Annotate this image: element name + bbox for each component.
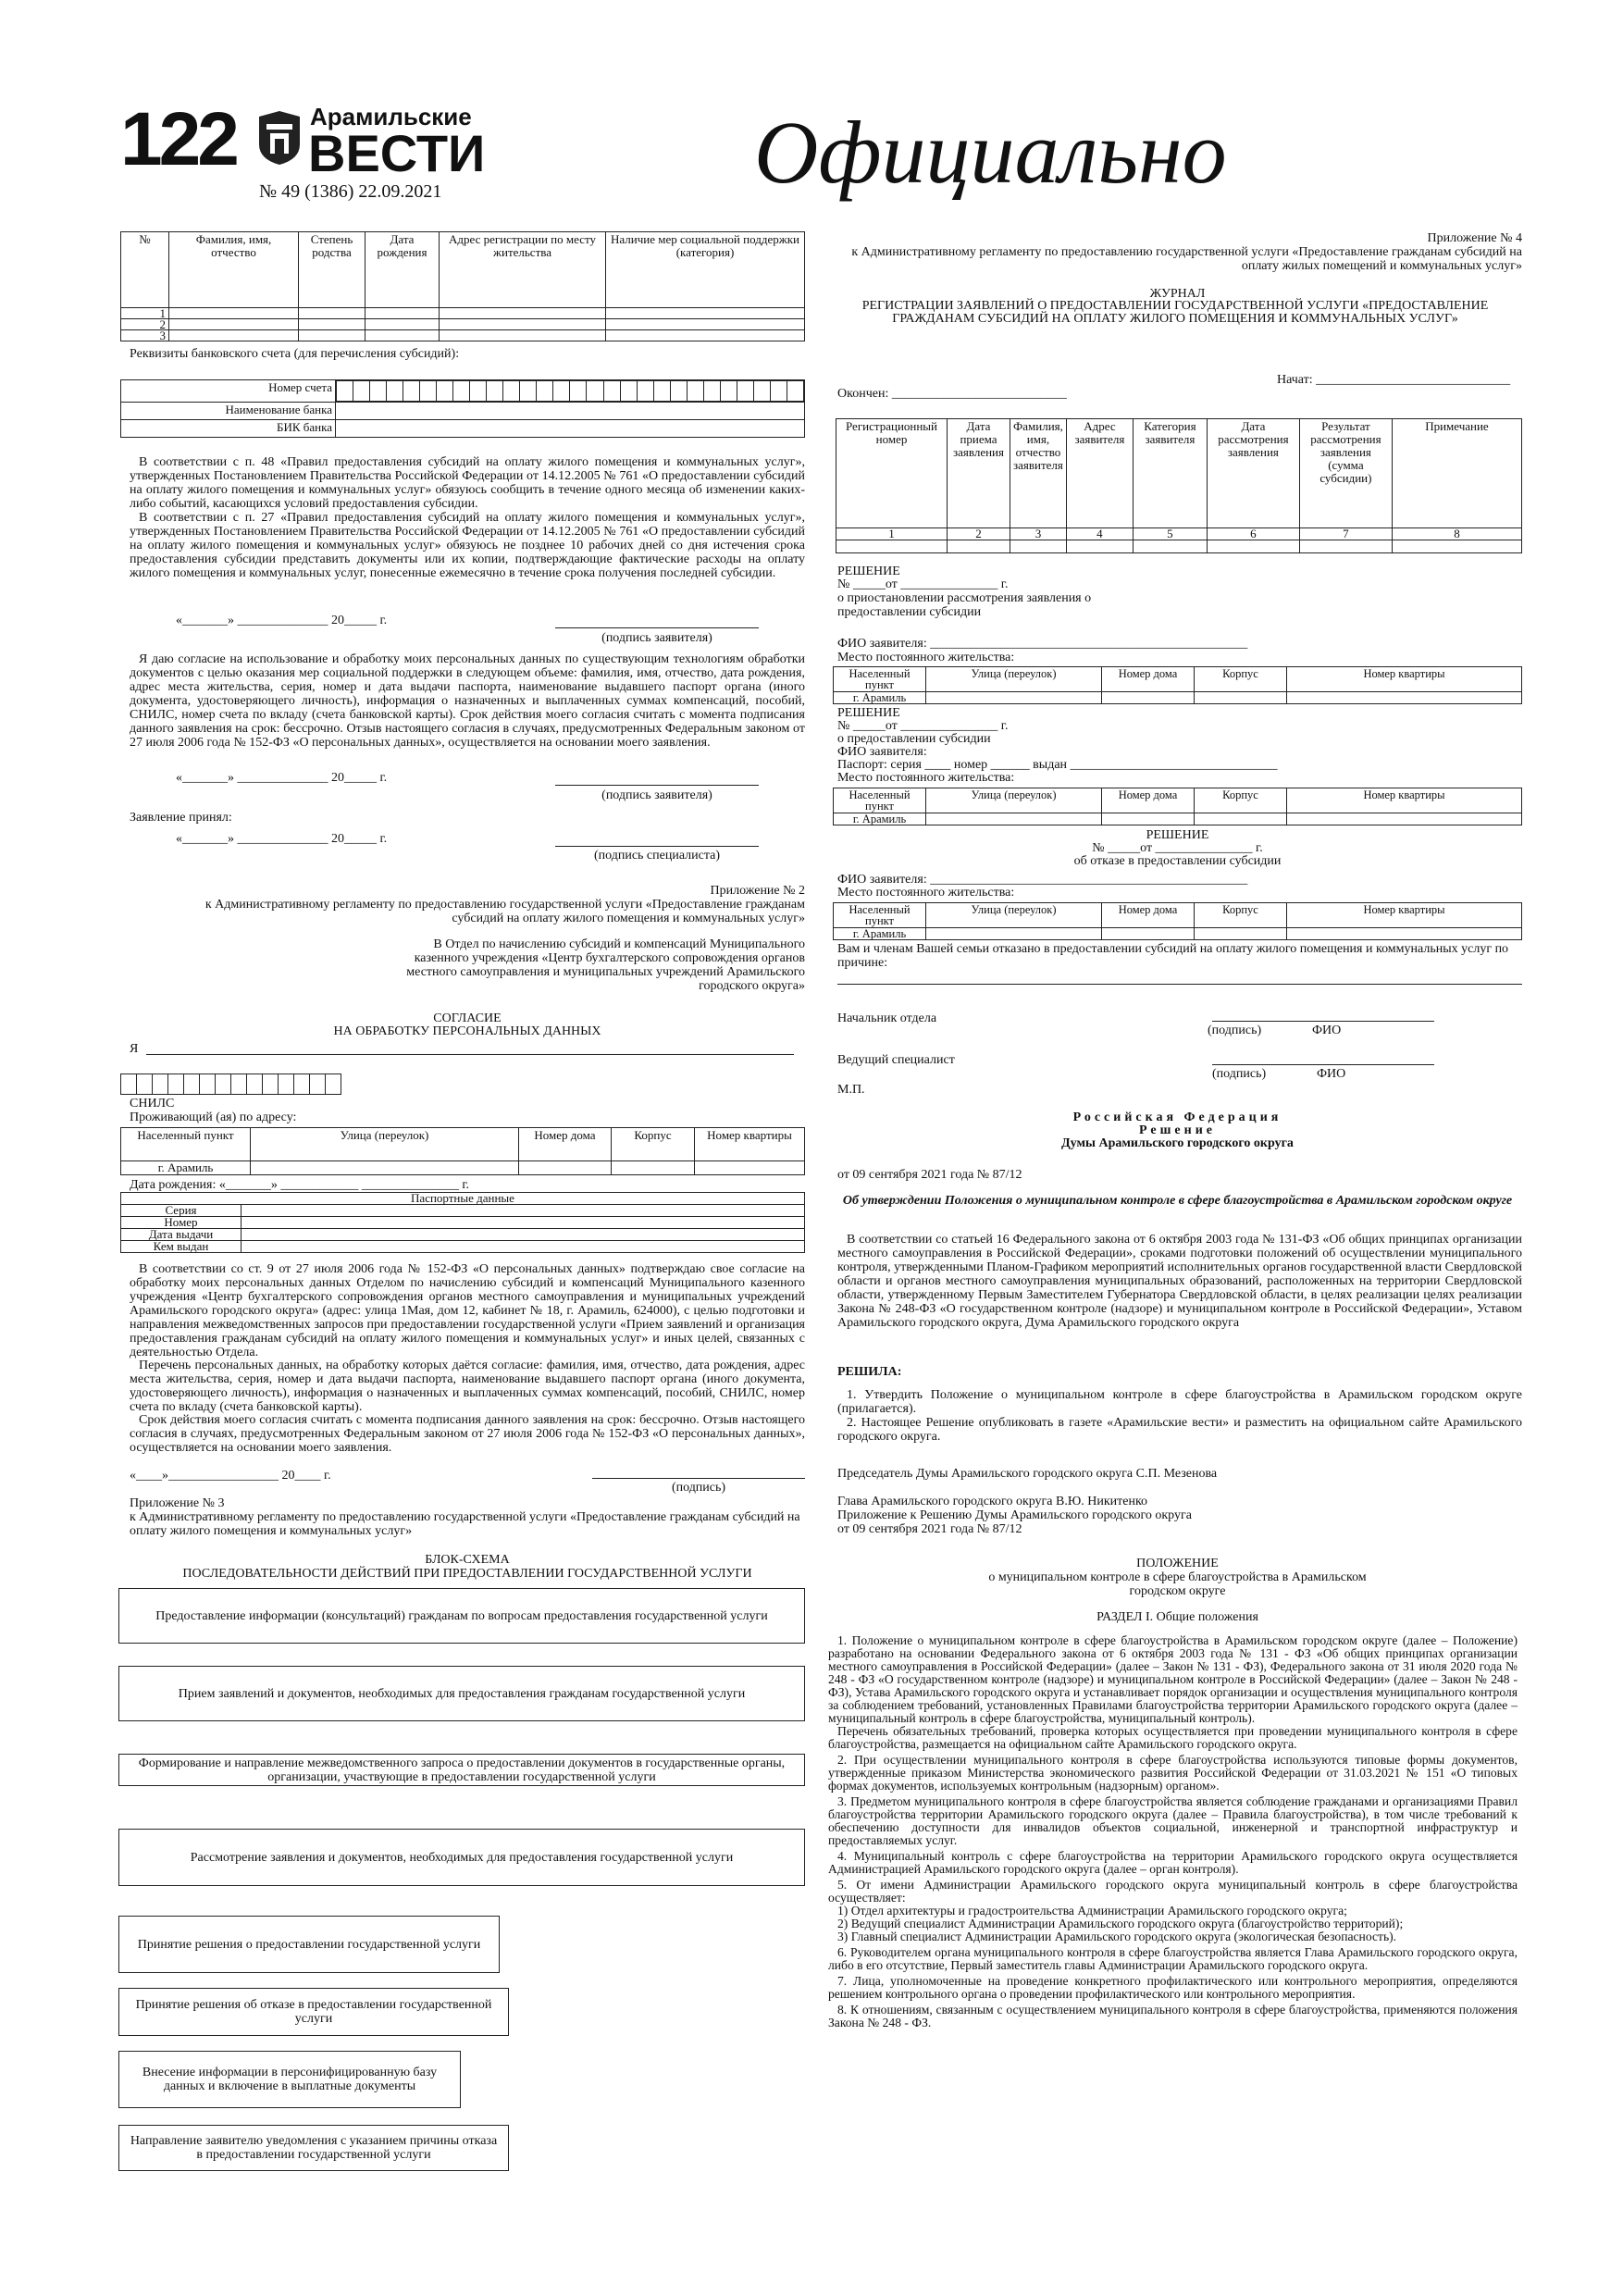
resolution-item: 2. Настоящее Решение опубликовать в газете «Арамильские вести» и разместить на официальном сайте Арамильского городского округа. bbox=[837, 1416, 1526, 1444]
table-header: Номер квартиры bbox=[1287, 667, 1522, 692]
table-header: Улица (переулок) bbox=[926, 903, 1102, 928]
table-header: Регистрационный номер bbox=[836, 419, 948, 528]
table-row bbox=[834, 788, 1522, 813]
table-cell: Серия bbox=[121, 1205, 242, 1217]
table-header: Номер квартиры bbox=[1287, 788, 1522, 813]
table-header: Адрес заявителя bbox=[1066, 419, 1133, 528]
table-cell: Наименование банка bbox=[121, 403, 336, 420]
table-cell: г. Арамиль bbox=[834, 928, 926, 940]
accepted-label: Заявление принял: bbox=[130, 811, 232, 825]
address-table bbox=[833, 902, 1522, 940]
table-cell: 1 bbox=[121, 308, 169, 319]
journal-started: Начат: ______________________________ bbox=[1277, 373, 1511, 387]
passport-table bbox=[120, 1192, 805, 1253]
signature-caption: (подпись) bbox=[1208, 1024, 1262, 1037]
address-table bbox=[120, 1127, 805, 1175]
residence-label: Место постоянного жительства: bbox=[837, 651, 1015, 664]
table-header: Населенный пункт bbox=[121, 1128, 251, 1161]
decision-number: № _____от _______________ г. bbox=[837, 577, 1009, 591]
table-header: Примечание bbox=[1392, 419, 1521, 528]
table-row bbox=[121, 380, 805, 403]
reason-line bbox=[837, 984, 1522, 985]
flow-box-2: Прием заявлений и документов, необходимых для предоставления гражданам государственной услуги bbox=[118, 1666, 805, 1721]
table-header: Населенный пункт bbox=[834, 903, 926, 928]
resolution-item: 1. Утвердить Положение о муниципальном контроле в сфере благоустройства в Арамильском городском округе (прилагается). bbox=[837, 1388, 1526, 1416]
decision-number: № _____от _______________ г. bbox=[1092, 841, 1263, 855]
applicant-fio: ФИО заявителя: _________________________________________________ bbox=[837, 637, 1248, 651]
signature-caption: (подпись) bbox=[671, 1481, 726, 1495]
regulation-subtitle: о муниципальном контроле в сфере благоустройства в Арамильском городском округе bbox=[988, 1570, 1370, 1598]
bank-table bbox=[120, 379, 805, 438]
date-line: «_______» ______________ 20_____ г. bbox=[176, 832, 388, 846]
brand-bottom: ВЕСТИ bbox=[308, 124, 486, 182]
resolution-label: Решение bbox=[1139, 1123, 1216, 1137]
table-header: Корпус bbox=[1195, 788, 1287, 813]
resolution-country: Российская Федерация bbox=[1072, 1111, 1282, 1124]
appendix-reference: к Административному регламенту по предоставлению государственной услуги «Предоставление гражданам субсидий на оплату жилого помещения и коммунальных услуг» bbox=[204, 898, 809, 925]
regulation-paragraph: 1. Положение о муниципальном контроле в сфере благоустройства в Арамильском городском округе (далее – Положение) разработано на основании Федерального закона от 6 октября 2003 года № 131 - ФЗ «Об общих принципах организации местного самоуправления в Российской Федерации» (далее – Закон № 131 - ФЗ), Федерального закона от 31 июля 2020 года № 248 - ФЗ «О государственном контроле (надзоре) и муниципальном контроле в Российской Федерации» (далее – Закон № 248 - ФЗ), Устава Арамильского городского округа и устанавливает порядок организации и осуществления муниципального контроля за соблюдением требований, установленных Правилами благоустройства территории Арамильского городского округа (далее – муниципальный контроль в сфере благоустройства, муниципальный контроль). bbox=[828, 1633, 1518, 1725]
signature-line bbox=[592, 1478, 805, 1479]
table-header: Населенный пункт bbox=[834, 667, 926, 692]
table-header: Корпус bbox=[612, 1128, 695, 1161]
regulation-body bbox=[828, 1634, 1518, 2029]
regulation-paragraph: 7. Лица, уполномоченные на проведение конкретного профилактического или контрольного мероприятия, определяются решением контрольного органа о проведении профилактического или контрольного мероприятия. bbox=[828, 1974, 1518, 2001]
flow-title: БЛОК-СХЕМА bbox=[425, 1553, 510, 1567]
name-line bbox=[146, 1054, 794, 1055]
flow-box-7: Внесение информации в персонифицированную базу данных и включение в выплатные документы bbox=[118, 2051, 461, 2108]
table-cell: г. Арамиль bbox=[834, 692, 926, 704]
table-row bbox=[121, 1128, 805, 1161]
table-header: Фамилия, имя, отчество bbox=[169, 232, 299, 308]
table-row bbox=[121, 403, 805, 420]
table-cell: 2 bbox=[121, 319, 169, 330]
table-row bbox=[836, 540, 1522, 553]
signature-caption: (подпись заявителя) bbox=[601, 788, 712, 802]
table-cell: 5 bbox=[1133, 528, 1207, 540]
table-cell: Номер bbox=[121, 1217, 242, 1229]
consent-paragraph: Я даю согласие на использование и обработку моих персональных данных по существующим технологиям обработки документов с целью оказания мер социальной поддержки в следующем объеме: фамилия, имя, отчество, дата рождения, адрес места жительства, серия, номер и дата выдачи паспорта, наименование выдавшего паспорт органа (иного документа, удостоверяющего личность), информация о назначенных и выплаченных суммах компенсаций, пособий, СНИЛС, номер счета по вкладу (счета банковской карты). Срок действия моего согласия считать с момента подписания данного заявления на срок: бессрочно. Отзыв настоящего согласия в случаях, предусмотренных Федеральным законом от 27 июля 2006 года № 152-ФЗ «О персональных данных», осуществляется на основании моего заявления. bbox=[130, 652, 809, 750]
table-row bbox=[834, 903, 1522, 928]
signature-slash bbox=[1212, 1052, 1434, 1065]
regulation-paragraph: 4. Муниципальный контроль с сфере благоустройства на территории Арамильского городского округа осуществляется Администрацией Арамильского городского округа (далее – орган контроля). bbox=[828, 1849, 1518, 1876]
residence-label: Место постоянного жительства: bbox=[837, 771, 1015, 785]
table-row bbox=[121, 232, 805, 308]
section-heading: РАЗДЕЛ I. Общие положения bbox=[1096, 1610, 1258, 1624]
signature-caption: (подпись) bbox=[1212, 1067, 1267, 1081]
signer-title: Ведущий специалист bbox=[837, 1053, 955, 1067]
table-row bbox=[121, 1205, 805, 1217]
table-header: Паспортные данные bbox=[121, 1193, 805, 1205]
resolution-title: Об утверждении Положения о муниципальном контроле в сфере благоустройства в Арамильском городском округе bbox=[842, 1194, 1513, 1208]
brand-top: Арамильские bbox=[310, 103, 472, 130]
chairman: Председатель Думы Арамильского городского округа С.П. Мезенова bbox=[837, 1467, 1218, 1481]
table-header: № bbox=[121, 232, 169, 308]
decision-number: № _____от _______________ г. bbox=[837, 719, 1009, 733]
flow-box-3: Формирование и направление межведомственного запроса о предоставлении документов в государственные органы, организации, участвующие в предоставлении государственной услуги bbox=[118, 1754, 805, 1786]
table-cell: БИК банка bbox=[121, 420, 336, 438]
regulation-paragraph: 2. При осуществлении муниципального контроля в сфере благоустройства используются типовые формы документов, утвержденные приказом Министерства экономического развития Российской Федерации от 31.03.2021 № 151 «О типовых формах документов, используемых контрольным (надзорным) органом». bbox=[828, 1753, 1518, 1793]
table-row bbox=[121, 1161, 805, 1175]
table-row bbox=[121, 308, 805, 319]
table-row bbox=[834, 692, 1522, 704]
bank-caption: Реквизиты банковского счета (для перечисления субсидий): bbox=[130, 347, 460, 361]
table-header: Номер квартиры bbox=[1287, 903, 1522, 928]
regulation-paragraph: 8. К отношениям, связанным с осуществлением муниципального контроля в сфере благоустройства, применяются положения Закона № 248 - ФЗ. bbox=[828, 2003, 1518, 2029]
table-row bbox=[836, 419, 1522, 528]
fio-caption: ФИО bbox=[1312, 1024, 1342, 1037]
table-cell: Номер счета bbox=[121, 380, 336, 403]
stamp-label: М.П. bbox=[837, 1083, 865, 1097]
signature-caption: (подпись специалиста) bbox=[593, 849, 721, 863]
appendix-title: Приложение № 2 bbox=[710, 884, 805, 898]
table-cell: 3 bbox=[1010, 528, 1067, 540]
table-cell: 1 bbox=[836, 528, 948, 540]
table-header: Наличие мер социальной поддержки (категория) bbox=[606, 232, 805, 308]
table-header: Категория заявителя bbox=[1133, 419, 1207, 528]
signer-title: Начальник отдела bbox=[837, 1011, 937, 1025]
table-row bbox=[834, 667, 1522, 692]
paragraph: Срок действия моего согласия считать с момента подписания данного заявления на срок: бессрочно. Отзыв настоящего согласия в случаях, предусмотренных Федеральным законом от 27 июля 2006 года № 152-ФЗ «О персональных данных», осуществляется на основании моего заявления. bbox=[130, 1413, 809, 1455]
date-line: «____»_________________ 20____ г. bbox=[130, 1469, 331, 1483]
table-cell: 3 bbox=[121, 330, 169, 341]
table-header: Дата рождения bbox=[365, 232, 440, 308]
journal-finished: Окончен: ___________________________ bbox=[837, 387, 1067, 401]
flow-box-6: Принятие решения об отказе в предоставлении государственной услуги bbox=[118, 1988, 509, 2036]
table-header: Улица (переулок) bbox=[251, 1128, 519, 1161]
table-header: Номер дома bbox=[1102, 788, 1195, 813]
applicant-fio: ФИО заявителя: _________________________________________________ bbox=[837, 873, 1248, 887]
decision-subject: о приостановлении рассмотрения заявления о предоставлении субсидии bbox=[837, 591, 1095, 619]
address-table bbox=[833, 666, 1522, 704]
birth-date-line: Дата рождения: «_______» ____________ _______________ г. bbox=[130, 1178, 470, 1192]
regulation-paragraph: 3) Главный специалист Администрации Арамильского городского округа (экологическая безопасность). bbox=[837, 1930, 1397, 1943]
table-header: Результат рассмотрения заявления (сумма субсидии) bbox=[1299, 419, 1392, 528]
decision-heading: РЕШЕНИЕ bbox=[1146, 828, 1209, 842]
table-row bbox=[121, 330, 805, 341]
table-cell: 2 bbox=[948, 528, 1010, 540]
living-label: Проживающий (ая) по адресу: bbox=[130, 1111, 297, 1124]
appendix-title: Приложение № 4 bbox=[1427, 231, 1522, 245]
fio-caption: ФИО bbox=[1317, 1067, 1346, 1081]
table-cell: 4 bbox=[1066, 528, 1133, 540]
consent-subtitle: НА ОБРАБОТКУ ПЕРСОНАЛЬНЫХ ДАННЫХ bbox=[333, 1024, 601, 1038]
resolution-date: от 09 сентября 2021 года № 87/12 bbox=[837, 1168, 1022, 1182]
refusal-text: Вам и членам Вашей семьи отказано в предоставлении субсидий на оплату жилого помещения и коммунальных услуг по причине: bbox=[837, 942, 1512, 970]
decision-subject: об отказе в предоставлении субсидии bbox=[1073, 854, 1282, 868]
table-row bbox=[121, 1241, 805, 1253]
paragraph: Перечень персональных данных, на обработку которых даётся согласие: фамилия, имя, отчество, дата рождения, адрес места жительства, серия, номер и дата выдачи паспорта, наименование выдавшего паспорт органа (иного документа, удостоверяющего личность), информация о назначенных и выплаченных суммах компенсаций, пособий, СНИЛС, номер счета по вкладу (счета банковской карты). bbox=[130, 1359, 809, 1414]
appendix-title: Приложение № 3 bbox=[130, 1496, 225, 1510]
journal-table bbox=[836, 418, 1522, 553]
table-cell: г. Арамиль bbox=[121, 1161, 251, 1175]
table-header: Номер квартиры bbox=[695, 1128, 805, 1161]
resolution-decided: РЕШИЛА: bbox=[837, 1365, 902, 1379]
emblem-icon bbox=[257, 109, 302, 167]
regulation-paragraph: 2) Ведущий специалист Администрации Арамильского городского округа (благоустройство территорий); bbox=[837, 1917, 1404, 1930]
flow-box-1: Предоставление информации (консультаций) гражданам по вопросам предоставления государственной услуги bbox=[118, 1588, 805, 1644]
appendix-reference: к Административному регламенту по предоставлению государственной услуги «Предоставление гражданам субсидий на оплату жилых помещений и коммунальных услуг» bbox=[851, 245, 1526, 273]
passport-line: Паспорт: серия ____ номер ______ выдан ________________________________ bbox=[837, 758, 1278, 772]
regulation-paragraph: 5. От имени Администрации Арамильского городского округа муниципальный контроль в сфере благоустройства осуществляет: bbox=[828, 1878, 1518, 1905]
regulation-paragraph: 6. Руководителем органа муниципального контроля в сфере благоустройства является Глава Арамильского городского округа, либо в его отсутствие, Первый заместитель главы Администрации Арамильского городского округа. bbox=[828, 1945, 1518, 1972]
flow-box-4: Рассмотрение заявления и документов, необходимых для предоставления государственной услуги bbox=[118, 1829, 805, 1886]
snils-label: СНИЛС bbox=[130, 1097, 175, 1111]
date-line: «_______» ______________ 20_____ г. bbox=[176, 771, 388, 785]
addressee: В Отдел по начислению субсидий и компенсаций Муниципального казенного учреждения «Центр бухгалтерского сопровождения органов местного самоуправления и муниципальных учреждений Арамильского городского округа» bbox=[406, 937, 809, 993]
paragraph: В соответствии со ст. 9 от 27 июля 2006 года № 152-ФЗ «О персональных данных» подтверждаю свое согласие на обработку моих персональных данных Отделом по начислению субсидий и компенсаций Муниципального казенного учреждения «Центр бухгалтерского сопровождения органов местного самоуправления и муниципальных учреждений Арамильского городского округа» (адрес: улица 1Мая, дом 12, кабинет № 18, г. Арамиль, 624000), с целью подготовки и направления межведомственных запросов при предоставлении государственной услуги «Прием заявлений и организация предоставления гражданам субсидий на оплату жилого помещения и коммунальных услуг» и иных целей, связанных с деятельностью Отдела. bbox=[130, 1262, 809, 1359]
table-cell: Дата выдачи bbox=[121, 1229, 242, 1241]
resolution-body: Думы Арамильского городского округа bbox=[1061, 1136, 1294, 1150]
issue-info: № 49 (1386) 22.09.2021 bbox=[259, 181, 442, 202]
table-header: Дата приема заявления bbox=[948, 419, 1010, 528]
table-header: Улица (переулок) bbox=[926, 788, 1102, 813]
table-row bbox=[834, 813, 1522, 825]
table-cell: г. Арамиль bbox=[834, 813, 926, 825]
signature-caption: (подпись заявителя) bbox=[601, 631, 712, 645]
resolution-paragraph: В соответствии со статьей 16 Федерального закона от 6 октября 2003 года № 131-ФЗ «Об общих принципах организации местного самоуправления в Российской Федерации», сроками подготовки положений об осуществлении муниципального контроля, утвержденными Планом-Графиком мероприятий исполнительных органов государственной власти Свердловской области и органов местного самоуправления муниципальных образований, расположенных на территории Свердловской области, утвержденному Первым Заместителем Губернатора Свердловской области, в целях реализации целях реализации Закона № 248-ФЗ «О государственном контроле (надзоре) и муниципальном контроле в Российской Федерации», Уставом Арамильского городского округа, Дума Арамильского городского округа bbox=[837, 1233, 1526, 1330]
table-row bbox=[121, 1193, 805, 1205]
page-number: 122 bbox=[120, 97, 236, 181]
ya-label: Я bbox=[130, 1042, 139, 1056]
table-row bbox=[834, 928, 1522, 940]
flow-box-8: Направление заявителю уведомления с указанием причины отказа в предоставлении государственной услуги bbox=[118, 2125, 509, 2171]
head-signature: Глава Арамильского городского округа В.Ю. Никитенко bbox=[837, 1495, 1148, 1508]
annex-date: от 09 сентября 2021 года № 87/12 bbox=[837, 1522, 1022, 1536]
consent-title: СОГЛАСИЕ bbox=[433, 1011, 502, 1025]
signature-slash bbox=[1212, 1009, 1434, 1022]
date-line: «_______» ______________ 20_____ г. bbox=[176, 614, 388, 627]
regulation-paragraph: 3. Предметом муниципального контроля в сфере благоустройства является соблюдение гражданами и организациями Правил благоустройства территории Арамильского городского округа (далее – Правила благоустройства), в том числе требований к обеспечению доступности для инвалидов объектов социальной, инженерной и транспортной инфраструктур и предоставляемых услуг. bbox=[828, 1794, 1518, 1847]
table-header: Дата рассмотрения заявления bbox=[1207, 419, 1299, 528]
applicant-fio: ФИО заявителя: bbox=[837, 745, 927, 759]
table-cell: 7 bbox=[1299, 528, 1392, 540]
section-title: Официально bbox=[754, 103, 1227, 202]
table-row bbox=[121, 1229, 805, 1241]
table-row bbox=[121, 319, 805, 330]
annex-label: Приложение к Решению Думы Арамильского городского округа bbox=[837, 1508, 1192, 1522]
flow-box-5: Принятие решения о предоставлении государственной услуги bbox=[118, 1916, 500, 1973]
regulation-paragraph: 1) Отдел архитектуры и градостроительства Администрации Арамильского городского округа; bbox=[837, 1904, 1347, 1917]
table-cell: 8 bbox=[1392, 528, 1521, 540]
snils-boxes bbox=[120, 1074, 341, 1095]
table-header: Номер дома bbox=[1102, 903, 1195, 928]
regulation-title: ПОЛОЖЕНИЕ bbox=[1136, 1557, 1219, 1570]
decision-subject: о предоставлении субсидии bbox=[837, 732, 991, 746]
table-header: Корпус bbox=[1195, 667, 1287, 692]
table-header: Улица (переулок) bbox=[926, 667, 1102, 692]
table-header: Номер дома bbox=[519, 1128, 612, 1161]
paragraph: В соответствии с п. 27 «Правил предоставления субсидий на оплату жилого помещения и коммунальных услуг», утвержденных Постановлением Правительства Российской Федерации от 14.12.2005 № 761 «О предоставлении субсидий на оплату жилого помещения и коммунальных услуг» обязуюсь не позднее 10 рабочих дней со дня истечения срока предоставления субсидии представить документы или их копии, подтверждающие фактические расходы на оплату жилого помещения и коммунальных услуг, понесенные ежемесячно в течение срока получения последней субсидии. bbox=[130, 511, 809, 580]
residence-label: Место постоянного жительства: bbox=[837, 886, 1015, 900]
table-header: Населенный пункт bbox=[834, 788, 926, 813]
regulation-paragraph: Перечень обязательных требований, проверка которых осуществляется при проведении муниципального контроля в сфере благоустройства, размещается на официальном сайте Арамильского городского округа. bbox=[828, 1724, 1518, 1751]
signature-line bbox=[555, 846, 759, 847]
table-row bbox=[121, 1217, 805, 1229]
decision-heading: РЕШЕНИЕ bbox=[837, 706, 900, 720]
journal-title: ЖУРНАЛ bbox=[1149, 287, 1206, 301]
table-row bbox=[121, 420, 805, 438]
table-header: Степень родства bbox=[299, 232, 365, 308]
signature-line bbox=[555, 627, 759, 628]
family-table bbox=[120, 231, 805, 341]
table-header: Корпус bbox=[1195, 903, 1287, 928]
journal-subtitle: РЕГИСТРАЦИИ ЗАЯВЛЕНИЙ О ПРЕДОСТАВЛЕНИИ ГОСУДАРСТВЕННОЙ УСЛУГИ «ПРЕДОСТАВЛЕНИЕ ГРАЖДАНАМ СУБСИДИЙ НА ОПЛАТУ ЖИЛОГО ПОМЕЩЕНИЯ И КОММУНАЛЬНЫХ УСЛУГ» bbox=[861, 299, 1492, 326]
table-header: Фамилия, имя, отчество заявителя bbox=[1010, 419, 1067, 528]
appendix-reference: к Административному регламенту по предоставлению государственной услуги «Предоставление гражданам субсидий на оплату жилого помещения и коммунальных услуг» bbox=[130, 1510, 804, 1538]
address-table bbox=[833, 788, 1522, 825]
signature-line bbox=[555, 785, 759, 786]
flow-subtitle: ПОСЛЕДОВАТЕЛЬНОСТИ ДЕЙСТВИЙ ПРИ ПРЕДОСТАВЛЕНИИ ГОСУДАРСТВЕННОЙ УСЛУГИ bbox=[182, 1567, 752, 1581]
decision-heading: РЕШЕНИЕ bbox=[837, 565, 900, 578]
table-cell: 6 bbox=[1207, 528, 1299, 540]
table-header: Номер дома bbox=[1102, 667, 1195, 692]
paragraph: В соответствии с п. 48 «Правил предоставления субсидий на оплату жилого помещения и коммунальных услуг», утвержденных Постановлением Правительства Российской Федерации от 14.12.2005 № 761 «О предоставлении субсидий на оплату жилого помещения и коммунальных услуг» обязуюсь сообщить в течение одного месяца об изменении каких-либо событий, касающихся условий предоставления субсидии. bbox=[130, 455, 809, 511]
table-header: Адрес регистрации по месту жительства bbox=[440, 232, 606, 308]
table-row bbox=[836, 528, 1522, 540]
table-cell: Кем выдан bbox=[121, 1241, 242, 1253]
